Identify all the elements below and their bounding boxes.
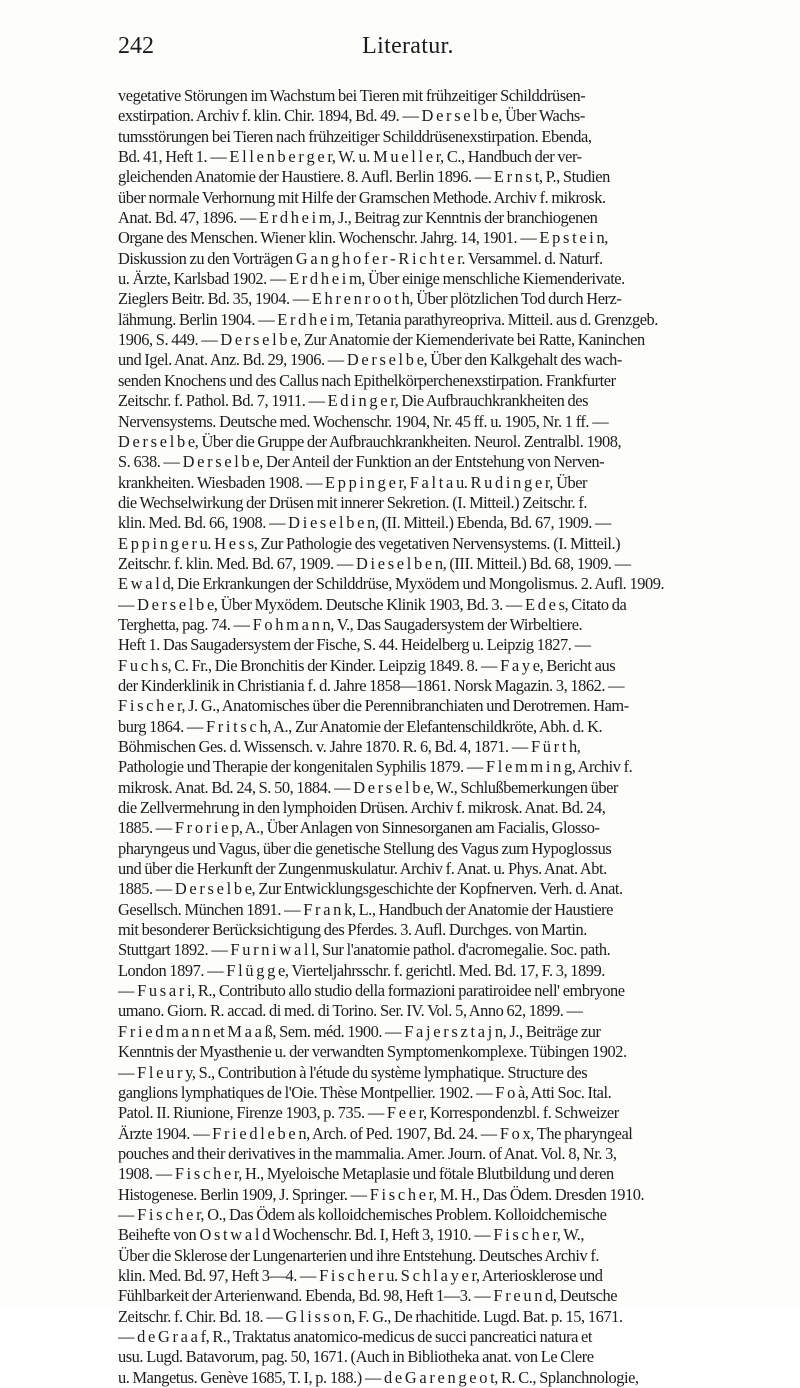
text-line: u. Ärzte, Karlsbad 1902. — E r d h e i m, Über einige menschliche Kiemenderivate. bbox=[118, 269, 625, 289]
text-line: Über die Sklerose der Lungenarterien und ihre Entstehung. Deutsches Archiv f. bbox=[118, 1245, 600, 1265]
text-line: Bd. 41, Heft 1. — E l l e n b e r g e r, W. u. M u e l l e r, C., Handbuch der ver- bbox=[118, 147, 582, 167]
text-line: London 1897. — F l ü g g e, Vierteljahrsschr. f. gerichtl. Med. Bd. 17, F. 3, 1899. bbox=[118, 960, 605, 980]
text-line: Organe des Menschen. Wiener klin. Wochenschr. Jahrg. 14, 1901. — E p s t e i n, bbox=[118, 228, 608, 248]
text-line: F r i e d m a n n et M a a ß, Sem. méd. 1900. — F a j e r s z t a j n, J., Beiträge zur bbox=[118, 1021, 601, 1041]
text-line: D e r s e l b e, Über die Gruppe der Aufbrauchkrankheiten. Neurol. Zentralbl. 1908, bbox=[118, 431, 622, 451]
text-line: pouches and their derivatives in the mammalia. Amer. Journ. of Anat. Vol. 8, Nr. 3, bbox=[118, 1143, 617, 1163]
text-line: Histogenese. Berlin 1909, J. Springer. — F i s c h e r, M. H., Das Ödem. Dresden 1910. bbox=[118, 1184, 645, 1204]
text-line: u. Mangetus. Genève 1685, T. I, p. 188.) — d e G a r e n g e o t, R. C., Splanchnologie, bbox=[118, 1367, 639, 1387]
text-line: 1885. — D e r s e l b e, Zur Entwicklungsgeschichte der Kopfnerven. Verh. d. Anat. bbox=[118, 879, 623, 899]
running-title: Literatur. bbox=[362, 33, 454, 59]
text-line: lähmung. Berlin 1904. — E r d h e i m, Tetania parathyreopriva. Mitteil. aus d. Grenzgeb. bbox=[118, 309, 658, 329]
text-line: Pathologie und Therapie der kongenitalen Syphilis 1879. — F l e m m i n g, Archiv f. bbox=[118, 757, 633, 777]
text-line: Patol. II. Riunione, Firenze 1903, p. 735. — F e e r, Korrespondenzbl. f. Schweizer bbox=[118, 1103, 619, 1123]
text-line: der Kinderklinik in Christiania f. d. Jahre 1858—1861. Norsk Magazin. 3, 1862. — bbox=[118, 675, 625, 695]
text-line: — F u s a r i, R., Contributo allo studio della formazioni paratiroidee nell' embryone bbox=[118, 981, 625, 1001]
text-line: F i s c h e r, J. G., Anatomisches über die Perennibranchiaten und Derotremen. Ham- bbox=[118, 696, 629, 716]
text-line: E w a l d, Die Erkrankungen der Schilddrüse, Myxödem und Mongolismus. 2. Aufl. 1909. bbox=[118, 574, 665, 594]
running-head bbox=[118, 26, 698, 66]
text-line: Zieglers Beitr. Bd. 35, 1904. — E h r e n r o o t h, Über plötzlichen Tod durch Herz- bbox=[118, 289, 622, 309]
text-line: mit besonderer Berücksichtigung des Pferdes. 3. Aufl. Durchges. von Martin. bbox=[118, 920, 587, 940]
text-line: E p p i n g e r u. H e s s, Zur Pathologie des vegetativen Nervensystems. (I. Mitteil.) bbox=[118, 533, 621, 553]
text-line: — F i s c h e r, O., Das Ödem als kolloidchemisches Problem. Kolloidchemische bbox=[118, 1204, 607, 1224]
text-line: und über die Herkunft der Zungenmuskulatur. Archiv f. Anat. u. Phys. Anat. Abt. bbox=[118, 859, 607, 879]
text-line: und Igel. Anat. Anz. Bd. 29, 1906. — D e r s e l b e, Über den Kalkgehalt des wach- bbox=[118, 350, 622, 370]
text-line: klin. Med. Bd. 97, Heft 3—4. — F i s c h e r u. S c h l a y e r, Arteriosklerose und bbox=[118, 1265, 603, 1285]
text-line: F u c h s, C. Fr., Die Bronchitis der Kinder. Leipzig 1849. 8. — F a y e, Bericht aus bbox=[118, 655, 616, 675]
text-line: Nervensystems. Deutsche med. Wochenschr. 1904, Nr. 45 ff. u. 1905, Nr. 1 ff. — bbox=[118, 411, 609, 431]
text-line: 1908. — F i s c h e r, H., Myeloische Metaplasie und fötale Blutbildung und deren bbox=[118, 1164, 614, 1184]
text-line: — D e r s e l b e, Über Myxödem. Deutsche Klinik 1903, Bd. 3. — E d e s, Citato da bbox=[118, 594, 627, 614]
bibliography-text bbox=[118, 86, 698, 1388]
text-line: Stuttgart 1892. — F u r n i w a l l, Sur l'anatomie pathol. d'acromegalie. Soc. path. bbox=[118, 940, 611, 960]
text-line: Zeitschr. f. Chir. Bd. 18. — G l i s s o n, F. G., De rhachitide. Lugd. Bat. p. 15, 1671. bbox=[118, 1306, 623, 1326]
text-line: 1885. — F r o r i e p, A., Über Anlagen von Sinnesorganen am Facialis, Glosso- bbox=[118, 818, 600, 838]
text-line: die Zellvermehrung in den lymphoiden Drüsen. Archiv f. mikrosk. Anat. Bd. 24, bbox=[118, 798, 606, 818]
text-line: Zeitschr. f. klin. Med. Bd. 67, 1909. — D i e s e l b e n, (III. Mitteil.) Bd. 68, 1909. — bbox=[118, 553, 631, 573]
text-line: Diskussion zu den Vorträgen G a n g h o f e r - R i c h t e r. Versammel. d. Naturf. bbox=[118, 248, 603, 268]
page-number: 242 bbox=[118, 33, 154, 59]
text-line: Kenntnis der Myasthenie u. der verwandten Symptomenkomplexe. Tübingen 1902. bbox=[118, 1042, 627, 1062]
text-line: Zeitschr. f. Pathol. Bd. 7, 1911. — E d i n g e r, Die Aufbrauchkrankheiten des bbox=[118, 391, 589, 411]
text-line: krankheiten. Wiesbaden 1908. — E p p i n g e r, F a l t a u. R u d i n g e r, Über bbox=[118, 472, 588, 492]
text-line: Anat. Bd. 47, 1896. — E r d h e i m, J., Beitrag zur Kenntnis der branchiogenen bbox=[118, 208, 598, 228]
text-line: ganglions lymphatiques de l'Oie. Thèse Montpellier. 1902. — F o à, Atti Soc. Ital. bbox=[118, 1082, 612, 1102]
text-line: Terghetta, pag. 74. — F o h m a n n, V., Das Saugadersystem der Wirbeltiere. bbox=[118, 614, 583, 634]
text-line: — d e G r a a f, R., Traktatus anatomico-medicus de succi pancreatici natura et bbox=[118, 1326, 592, 1346]
text-line: vegetative Störungen im Wachstum bei Tieren mit frühzeitiger Schilddrüsen- bbox=[118, 86, 586, 105]
text-line: klin. Med. Bd. 66, 1908. — D i e s e l b e n, (II. Mitteil.) Ebenda, Bd. 67, 1909. — bbox=[118, 513, 611, 533]
text-line: die Wechselwirkung der Drüsen mit innerer Sekretion. (I. Mitteil.) Zeitschr. f. bbox=[118, 492, 587, 512]
text-line: über normale Verhornung mit Hilfe der Gramschen Methode. Archiv f. mikrosk. bbox=[118, 187, 606, 207]
text-line: exstirpation. Archiv f. klin. Chir. 1894, Bd. 49. — D e r s e l b e, Über Wachs- bbox=[118, 106, 585, 126]
text-line: 1906, S. 449. — D e r s e l b e, Zur Anatomie der Kiemenderivate bei Ratte, Kaninchen bbox=[118, 330, 645, 350]
text-line: S. 638. — D e r s e l b e, Der Anteil der Funktion an der Entstehung von Nerven- bbox=[118, 452, 605, 472]
text-line: Heft 1. Das Saugadersystem der Fische, S. 44. Heidelberg u. Leipzig 1827. — bbox=[118, 635, 591, 655]
text-line: Fühlbarkeit der Arterienwand. Ebenda, Bd. 98, Heft 1—3. — F r e u n d, Deutsche bbox=[118, 1286, 618, 1306]
text-line: gleichenden Anatomie der Haustiere. 8. Aufl. Berlin 1896. — E r n s t, P., Studien bbox=[118, 167, 610, 187]
text-line: tumsstörungen bei Tieren nach frühzeitiger Schilddrüsenexstirpation. Ebenda, bbox=[118, 126, 592, 146]
text-line: Beihefte von O s t w a l d Wochenschr. Bd. I, Heft 3, 1910. — F i s c h e r, W., bbox=[118, 1225, 585, 1245]
text-line: pharyngeus und Vagus, über die genetische Stellung des Vagus zum Hypoglossus bbox=[118, 838, 612, 858]
text-line: umano. Giorn. R. accad. di med. di Torino. Ser. IV. Vol. 5, Anno 62, 1899. — bbox=[118, 1001, 583, 1021]
text-line: burg 1864. — F r i t s c h, A., Zur Anatomie der Elefantenschildkröte, Abh. d. K. bbox=[118, 716, 603, 736]
text-line: — F l e u r y, S., Contribution à l'étude du système lymphatique. Structure des bbox=[118, 1062, 588, 1082]
text-line: Böhmischen Ges. d. Wissensch. v. Jahre 1870. R. 6, Bd. 4, 1871. — F ü r t h, bbox=[118, 737, 581, 756]
text-line: Ärzte 1904. — F r i e d l e b e n, Arch. of Ped. 1907, Bd. 24. — F o x, The pharyngeal bbox=[118, 1123, 633, 1143]
text-line: senden Knochens und des Callus nach Epithelkörperchenexstirpation. Frankfurter bbox=[118, 370, 616, 390]
text-line: mikrosk. Anat. Bd. 24, S. 50, 1884. — D e r s e l b e, W., Schlußbemerkungen über bbox=[118, 777, 618, 797]
text-line: Gesellsch. München 1891. — F r a n k, L., Handbuch der Anatomie der Haustiere bbox=[118, 899, 614, 919]
text-line: usu. Lugd. Batavorum, pag. 50, 1671. (Auch in Bibliotheka anat. von Le Clere bbox=[118, 1347, 594, 1367]
